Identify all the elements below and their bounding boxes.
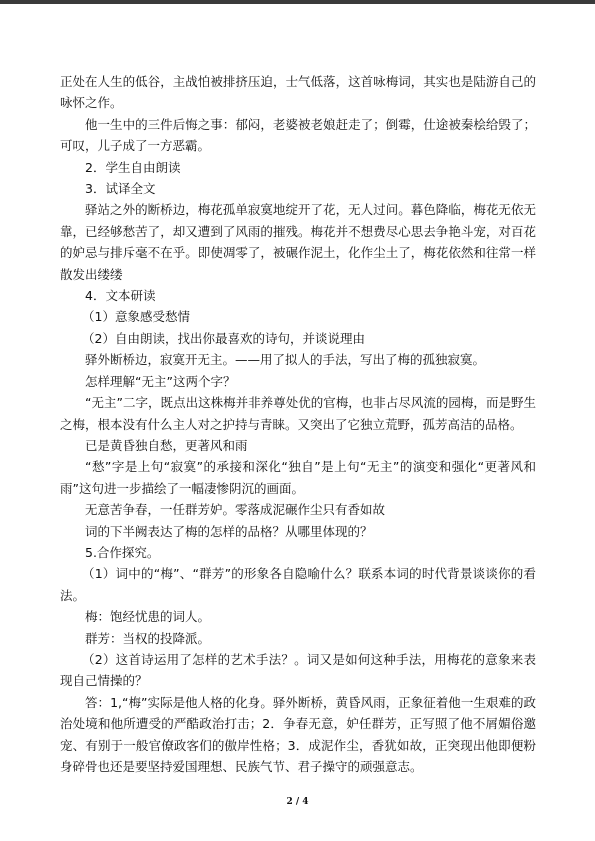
answer-plum: 梅：饱经忧患的词人。	[85, 609, 211, 625]
paragraph-translation: 驿站之外的断桥边，梅花孤单寂寞地绽开了花，无人过问。暮色降临，梅花无依无靠，已经够愁苦了，却又遭到了风雨的摧残。梅花并不想费尽心思去争艳斗宠，对百花的妒忌与排斥毫不在乎。即使凋零了，被碾作泥土，化作尘土了，梅花依然和往常一样散发出缕缕	[60, 202, 536, 282]
answer-technique: 答：1,“梅”实际是他人格的化身。驿外断桥，黄昏风雨，正象征着他一生艰难的政治处境和他所遭受的严酷政治打击；2．争春无意，妒任群芳，正写照了他不屑媚俗邀宠、有别于一般官僚政客们的傲岸性格；3．成泥作尘，香犹如故，正突现出他即便粉身碎骨也还是要坚持爱国理想、民族气节、君子操守的顽强意志。	[60, 694, 536, 774]
paragraph-wuzhu-explanation: “无主”二字，既点出这株梅并非养尊处优的官梅，也非占尽风流的园梅，而是野生之梅，根本没有什么主人对之护持与青睐。又突出了它独立荒野，孤芳高洁的品格。	[60, 395, 536, 432]
paragraph-line-analysis-1: 驿外断桥边，寂寞开无主。——用了拟人的手法，写出了梅的孤独寂寞。	[85, 352, 486, 368]
step-heading-text-study: 4．文本研读	[85, 288, 156, 304]
poem-line-spring: 无意苦争春，一任群芳妒。零落成泥碾作尘只有香如故	[85, 502, 386, 518]
step-heading-cooperation: 5.合作探究。	[85, 544, 160, 560]
poem-line-dusk: 已是黄昏独自愁，更著风和雨	[85, 437, 248, 453]
document-body	[60, 71, 536, 777]
page-number: 2 / 4	[286, 797, 309, 807]
paragraph-continuation: 正处在人生的低谷，主战怕被排挤压迫，士气低落，这首咏梅词，其实也是陆游自己的咏怀之作。	[60, 74, 536, 111]
subheading-favorite-lines: （2）自由朗读，找出你最喜欢的诗句，并谈说理由	[82, 330, 365, 346]
top-border-rule	[0, 0, 595, 4]
subheading-imagery: （1）意象感受愁情	[82, 309, 190, 325]
paragraph-chou-explanation: “愁”字是上句“寂寞”的承接和深化“独自”是上句“无主”的演变和强化“更著风和雨”这句进一步描绘了一幅凄惨阴沉的画面。	[60, 459, 536, 496]
step-heading-translation: 3．试译全文	[85, 181, 156, 197]
question-second-stanza: 词的下半阙表达了梅的怎样的品格？从哪里体现的？	[85, 523, 373, 539]
paragraph-three-regrets: 他一生中的三件后悔之事：郁闷，老婆被老娘赶走了；倒霉，仕途被秦桧给毁了；可叹，儿子成了一方恶霸。	[60, 116, 536, 154]
question-metaphor: （1）词中的“梅”、“群芳”的形象各自隐喻什么？联系本词的时代背景谈谈你的看法。	[60, 566, 536, 603]
answer-flowers: 群芳：当权的投降派。	[85, 630, 211, 646]
question-technique: （2）这首诗运用了怎样的艺术手法？。词又是如何这种手法，用梅花的意象来表现自己情操的？	[60, 651, 536, 689]
step-heading-free-reading: 2．学生自由朗读	[85, 159, 181, 175]
question-wuzhu: 怎样理解“无主”这两个字？	[85, 373, 236, 389]
